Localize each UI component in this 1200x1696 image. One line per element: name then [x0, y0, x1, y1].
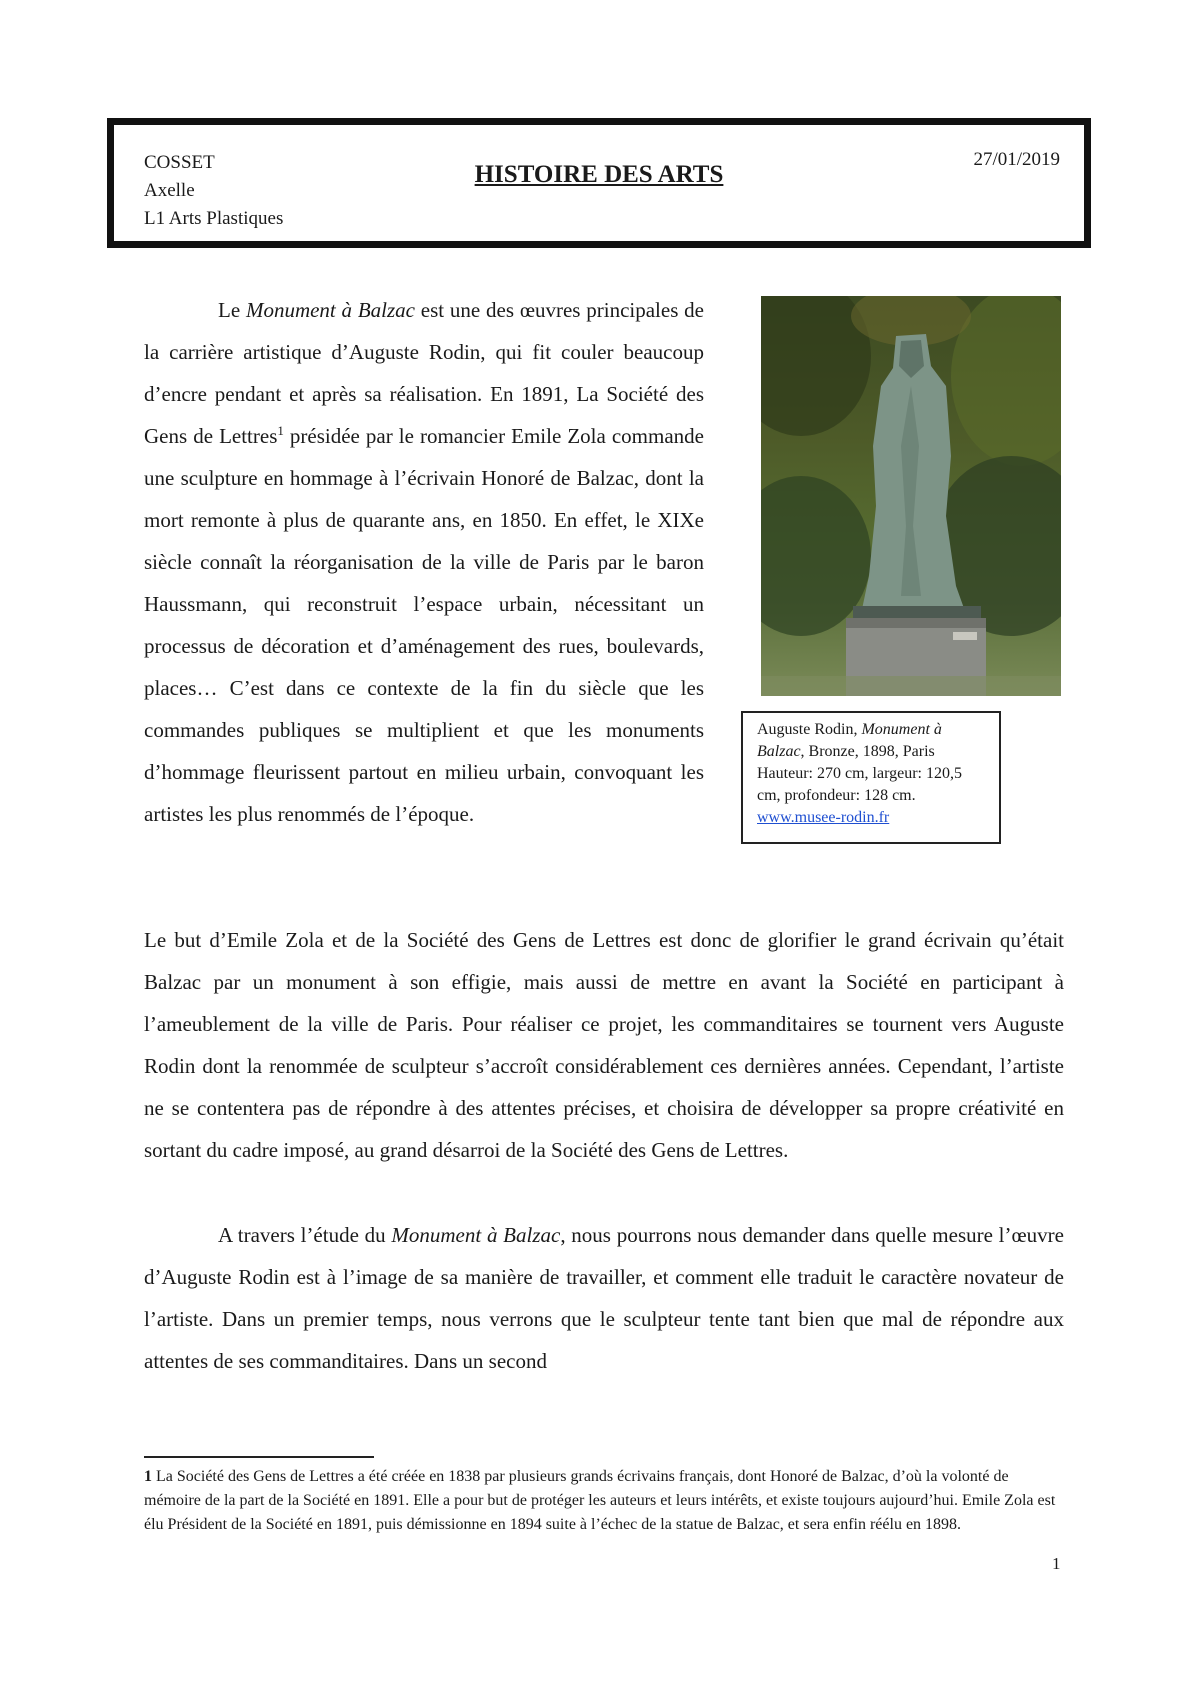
footnote-ref[interactable]: 1 — [277, 423, 284, 438]
footnote-separator — [144, 1456, 374, 1458]
document-date: 27/01/2019 — [973, 149, 1060, 170]
paragraph-intro — [144, 289, 704, 835]
caption-artist: Auguste Rodin, — [757, 721, 862, 738]
caption-details: , Bronze, 1898, Paris Hauteur: 270 cm, largeur: 120,5 cm, profondeur: 128 cm. — [757, 743, 962, 804]
caption-work-title: Monument à Balzac — [757, 721, 942, 760]
header-box — [107, 118, 1091, 248]
p1-work-title: Monument à Balzac — [245, 298, 416, 322]
photo-caption — [741, 711, 1001, 844]
statue-photo-illustration — [761, 296, 1061, 696]
caption-link[interactable]: www.musee-rodin.fr — [757, 809, 890, 826]
p1-text: est une des œuvres principales de la carrière artistique d’Auguste Rodin, qui fit couler beaucoup d’encre pendant et après sa réalisation. En 1891, La Société des Gens de Lettres — [144, 298, 705, 448]
paragraph-3 — [144, 1214, 1064, 1382]
author-last-name: COSSET — [144, 152, 215, 173]
statue-photo — [761, 296, 1061, 696]
footnote-text: La Société des Gens de Lettres a été créée en 1838 par plusieurs grands écrivains français, dont Honoré de Balzac, d’où la volonté de mémoire de la part de la Société en 1891. Elle a pour but de protéger les auteurs et leurs intérêts, et existe toujours aujourd’hui. Emile Zola est élu Président de la Société en 1891, puis démissionne en 1894 suite à l’échec de la statue de Balzac, et sera enfin réélu en 1898. — [144, 1468, 1056, 1533]
author-class: L1 Arts Plastiques — [144, 208, 284, 229]
page-number: 1 — [1052, 1554, 1061, 1573]
author-first-name: Axelle — [144, 180, 195, 201]
footnote-number: 1 — [144, 1468, 152, 1485]
p3-text: , nous pourrons nous demander dans quelle mesure l’œuvre d’Auguste Rodin est à l’image de sa manière de travailler, et comment elle traduit le caractère novateur de l’artiste. Dans un premier temps, nous verrons que le sculpteur tente tant bien que mal de répondre aux attentes de ses commanditaires. Dans un second — [144, 1223, 1064, 1373]
paragraph-2: Le but d’Emile Zola et de la Société des Gens de Lettres est donc de glorifier le grand écrivain qu’était Balzac par un monument à son effigie, mais aussi de mettre en avant la Société en participant à l’ameublement de la ville de Paris. Pour réaliser ce projet, les commanditaires se tournent vers Auguste Rodin dont la renommée de sculpteur s’accroît considérablement ces dernières années. Cependant, l’artiste ne se contentera pas de répondre à des attentes précises, et choisira de développer sa propre créativité en sortant du cadre imposé, au grand désarroi de la Société des Gens de Lettres. — [144, 928, 1064, 1162]
p3-prefix: A travers l’étude du — [218, 1223, 392, 1247]
p1-prefix: Le — [218, 298, 246, 322]
footnote — [144, 1465, 1064, 1537]
p1-text-2: présidée par le romancier Emile Zola commande une sculpture en hommage à l’écrivain Honoré de Balzac, dont la mort remonte à plus de quarante ans, en 1850. En effet, le XIXe siècle connaît la réorganisation de la ville de Paris par le baron Haussmann, qui reconstruit l’espace urbain, nécessitant un processus de décoration et d’aménagement des rues, boulevards, places… C’est dans ce contexte de la fin du siècle que les commandes publiques se multiplient et que les monuments d’hommage fleurissent partout en milieu urbain, convoquant les artistes les plus renommés de l’époque. — [144, 424, 704, 826]
p3-work-title: Monument à Balzac — [391, 1223, 561, 1247]
document-title: HISTOIRE DES ARTS — [474, 161, 724, 188]
